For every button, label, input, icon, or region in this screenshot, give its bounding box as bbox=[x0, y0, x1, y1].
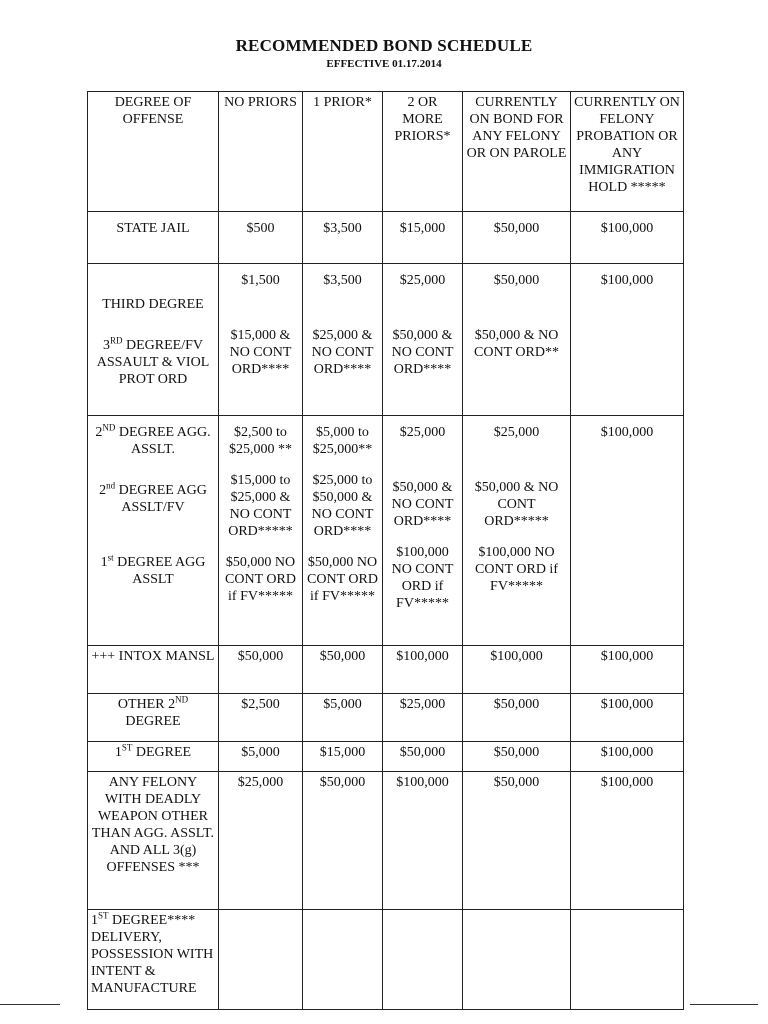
header-currently-on-probation: CURRENTLY ON FELONY PROBATION OR ANY IMMIGRATION HOLD ***** bbox=[571, 92, 684, 212]
offense-state-jail: STATE JAIL bbox=[88, 212, 219, 264]
cell-on-probation: $100,000 bbox=[571, 416, 684, 646]
second-degree-agg-label: 2ND DEGREE AGG. ASSLT. bbox=[95, 422, 211, 457]
cell-on-probation: $100,000 bbox=[571, 694, 684, 742]
cell-no-priors bbox=[219, 910, 303, 1010]
cell-on-bond: $50,000 bbox=[463, 742, 571, 772]
document-title: RECOMMENDED BOND SCHEDULE bbox=[235, 36, 533, 55]
cell-on-probation: $100,000 bbox=[571, 742, 684, 772]
cell-no-priors: $25,000 bbox=[219, 772, 303, 910]
cell-two-or-more: $100,000 bbox=[383, 772, 463, 910]
cell-no-priors: $2,500 to $25,000 ** $15,000 to $25,000 & NO CONT ORD***** $50,000 NO CONT ORD if FV***** bbox=[219, 416, 303, 646]
cell-one-prior: $15,000 bbox=[303, 742, 383, 772]
cell-on-probation: $100,000 bbox=[571, 772, 684, 910]
cell-no-priors: $2,500 bbox=[219, 694, 303, 742]
cell-on-probation: $100,000 bbox=[571, 212, 684, 264]
header-offense: DEGREE OF OFFENSE bbox=[88, 92, 219, 212]
header-two-or-more: 2 OR MORE PRIORS* bbox=[383, 92, 463, 212]
cell-two-or-more: $25,000 $50,000 & NO CONT ORD**** $100,000 NO CONT ORD if FV***** bbox=[383, 416, 463, 646]
cell-on-bond: $100,000 bbox=[463, 646, 571, 694]
cell-one-prior bbox=[303, 910, 383, 1010]
offense-other-second-degree: OTHER 2ND DEGREE bbox=[88, 694, 219, 742]
table-row bbox=[88, 694, 684, 742]
table-row bbox=[88, 646, 684, 694]
cell-on-bond: $50,000 bbox=[463, 694, 571, 742]
left-scan-line bbox=[0, 1004, 60, 1005]
table-row bbox=[88, 742, 684, 772]
cell-on-probation bbox=[571, 910, 684, 1010]
offense-second-degree bbox=[88, 416, 219, 646]
cell-on-bond: $50,000 bbox=[463, 772, 571, 910]
offense-delivery: 1ST DEGREE**** DELIVERY, POSSESSION WITH INTENT & MANUFACTURE bbox=[88, 910, 219, 1010]
cell-two-or-more bbox=[383, 910, 463, 1010]
cell-on-probation: $100,000 bbox=[571, 646, 684, 694]
cell-one-prior: $3,500 bbox=[303, 212, 383, 264]
cell-two-or-more: $50,000 bbox=[383, 742, 463, 772]
header-one-prior: 1 PRIOR* bbox=[303, 92, 383, 212]
cell-no-priors: $1,500 $15,000 & NO CONT ORD**** bbox=[219, 264, 303, 416]
header-currently-on-bond: CURRENTLY ON BOND FOR ANY FELONY OR ON PAROLE bbox=[463, 92, 571, 212]
second-degree-fv-label: 2nd DEGREE AGG ASSLT/FV bbox=[99, 480, 207, 515]
cell-on-bond: $50,000 bbox=[463, 212, 571, 264]
cell-no-priors: $500 bbox=[219, 212, 303, 264]
offense-first-degree: 1ST DEGREE bbox=[88, 742, 219, 772]
cell-two-or-more: $25,000 bbox=[383, 694, 463, 742]
bond-schedule-table bbox=[87, 91, 684, 1010]
effective-date: EFFECTIVE 01.17.2014 bbox=[326, 58, 442, 70]
header-row bbox=[88, 92, 684, 212]
header-no-priors: NO PRIORS bbox=[219, 92, 303, 212]
cell-one-prior: $3,500 $25,000 & NO CONT ORD**** bbox=[303, 264, 383, 416]
offense-intox-mansl: +++ INTOX MANSL bbox=[88, 646, 219, 694]
third-degree-label: THIRD DEGREE bbox=[102, 297, 204, 312]
cell-one-prior: $50,000 bbox=[303, 772, 383, 910]
cell-one-prior: $5,000 to $25,000** $25,000 to $50,000 & NO CONT ORD**** $50,000 NO CONT ORD if FV***** bbox=[303, 416, 383, 646]
table-row bbox=[88, 264, 684, 416]
offense-deadly-weapon: ANY FELONY WITH DEADLY WEAPON OTHER THAN AGG. ASSLT. AND ALL 3(g) OFFENSES *** bbox=[88, 772, 219, 910]
table-row bbox=[88, 416, 684, 646]
cell-one-prior: $5,000 bbox=[303, 694, 383, 742]
third-degree-fv-label: 3RD DEGREE/FV ASSAULT & VIOL PROT ORD bbox=[96, 335, 210, 387]
cell-two-or-more: $15,000 bbox=[383, 212, 463, 264]
table-row bbox=[88, 772, 684, 910]
cell-no-priors: $5,000 bbox=[219, 742, 303, 772]
right-scan-line bbox=[690, 1004, 758, 1005]
cell-two-or-more: $100,000 bbox=[383, 646, 463, 694]
cell-on-bond: $25,000 $50,000 & NO CONT ORD***** $100,000 NO CONT ORD if FV***** bbox=[463, 416, 571, 646]
cell-on-probation: $100,000 bbox=[571, 264, 684, 416]
table-row bbox=[88, 212, 684, 264]
table-row bbox=[88, 910, 684, 1010]
cell-on-bond: $50,000 $50,000 & NO CONT ORD** bbox=[463, 264, 571, 416]
cell-no-priors: $50,000 bbox=[219, 646, 303, 694]
offense-third-degree bbox=[88, 264, 219, 416]
cell-on-bond bbox=[463, 910, 571, 1010]
cell-two-or-more: $25,000 $50,000 & NO CONT ORD**** bbox=[383, 264, 463, 416]
cell-one-prior: $50,000 bbox=[303, 646, 383, 694]
first-degree-agg-label: 1st DEGREE AGG ASSLT bbox=[100, 552, 206, 587]
